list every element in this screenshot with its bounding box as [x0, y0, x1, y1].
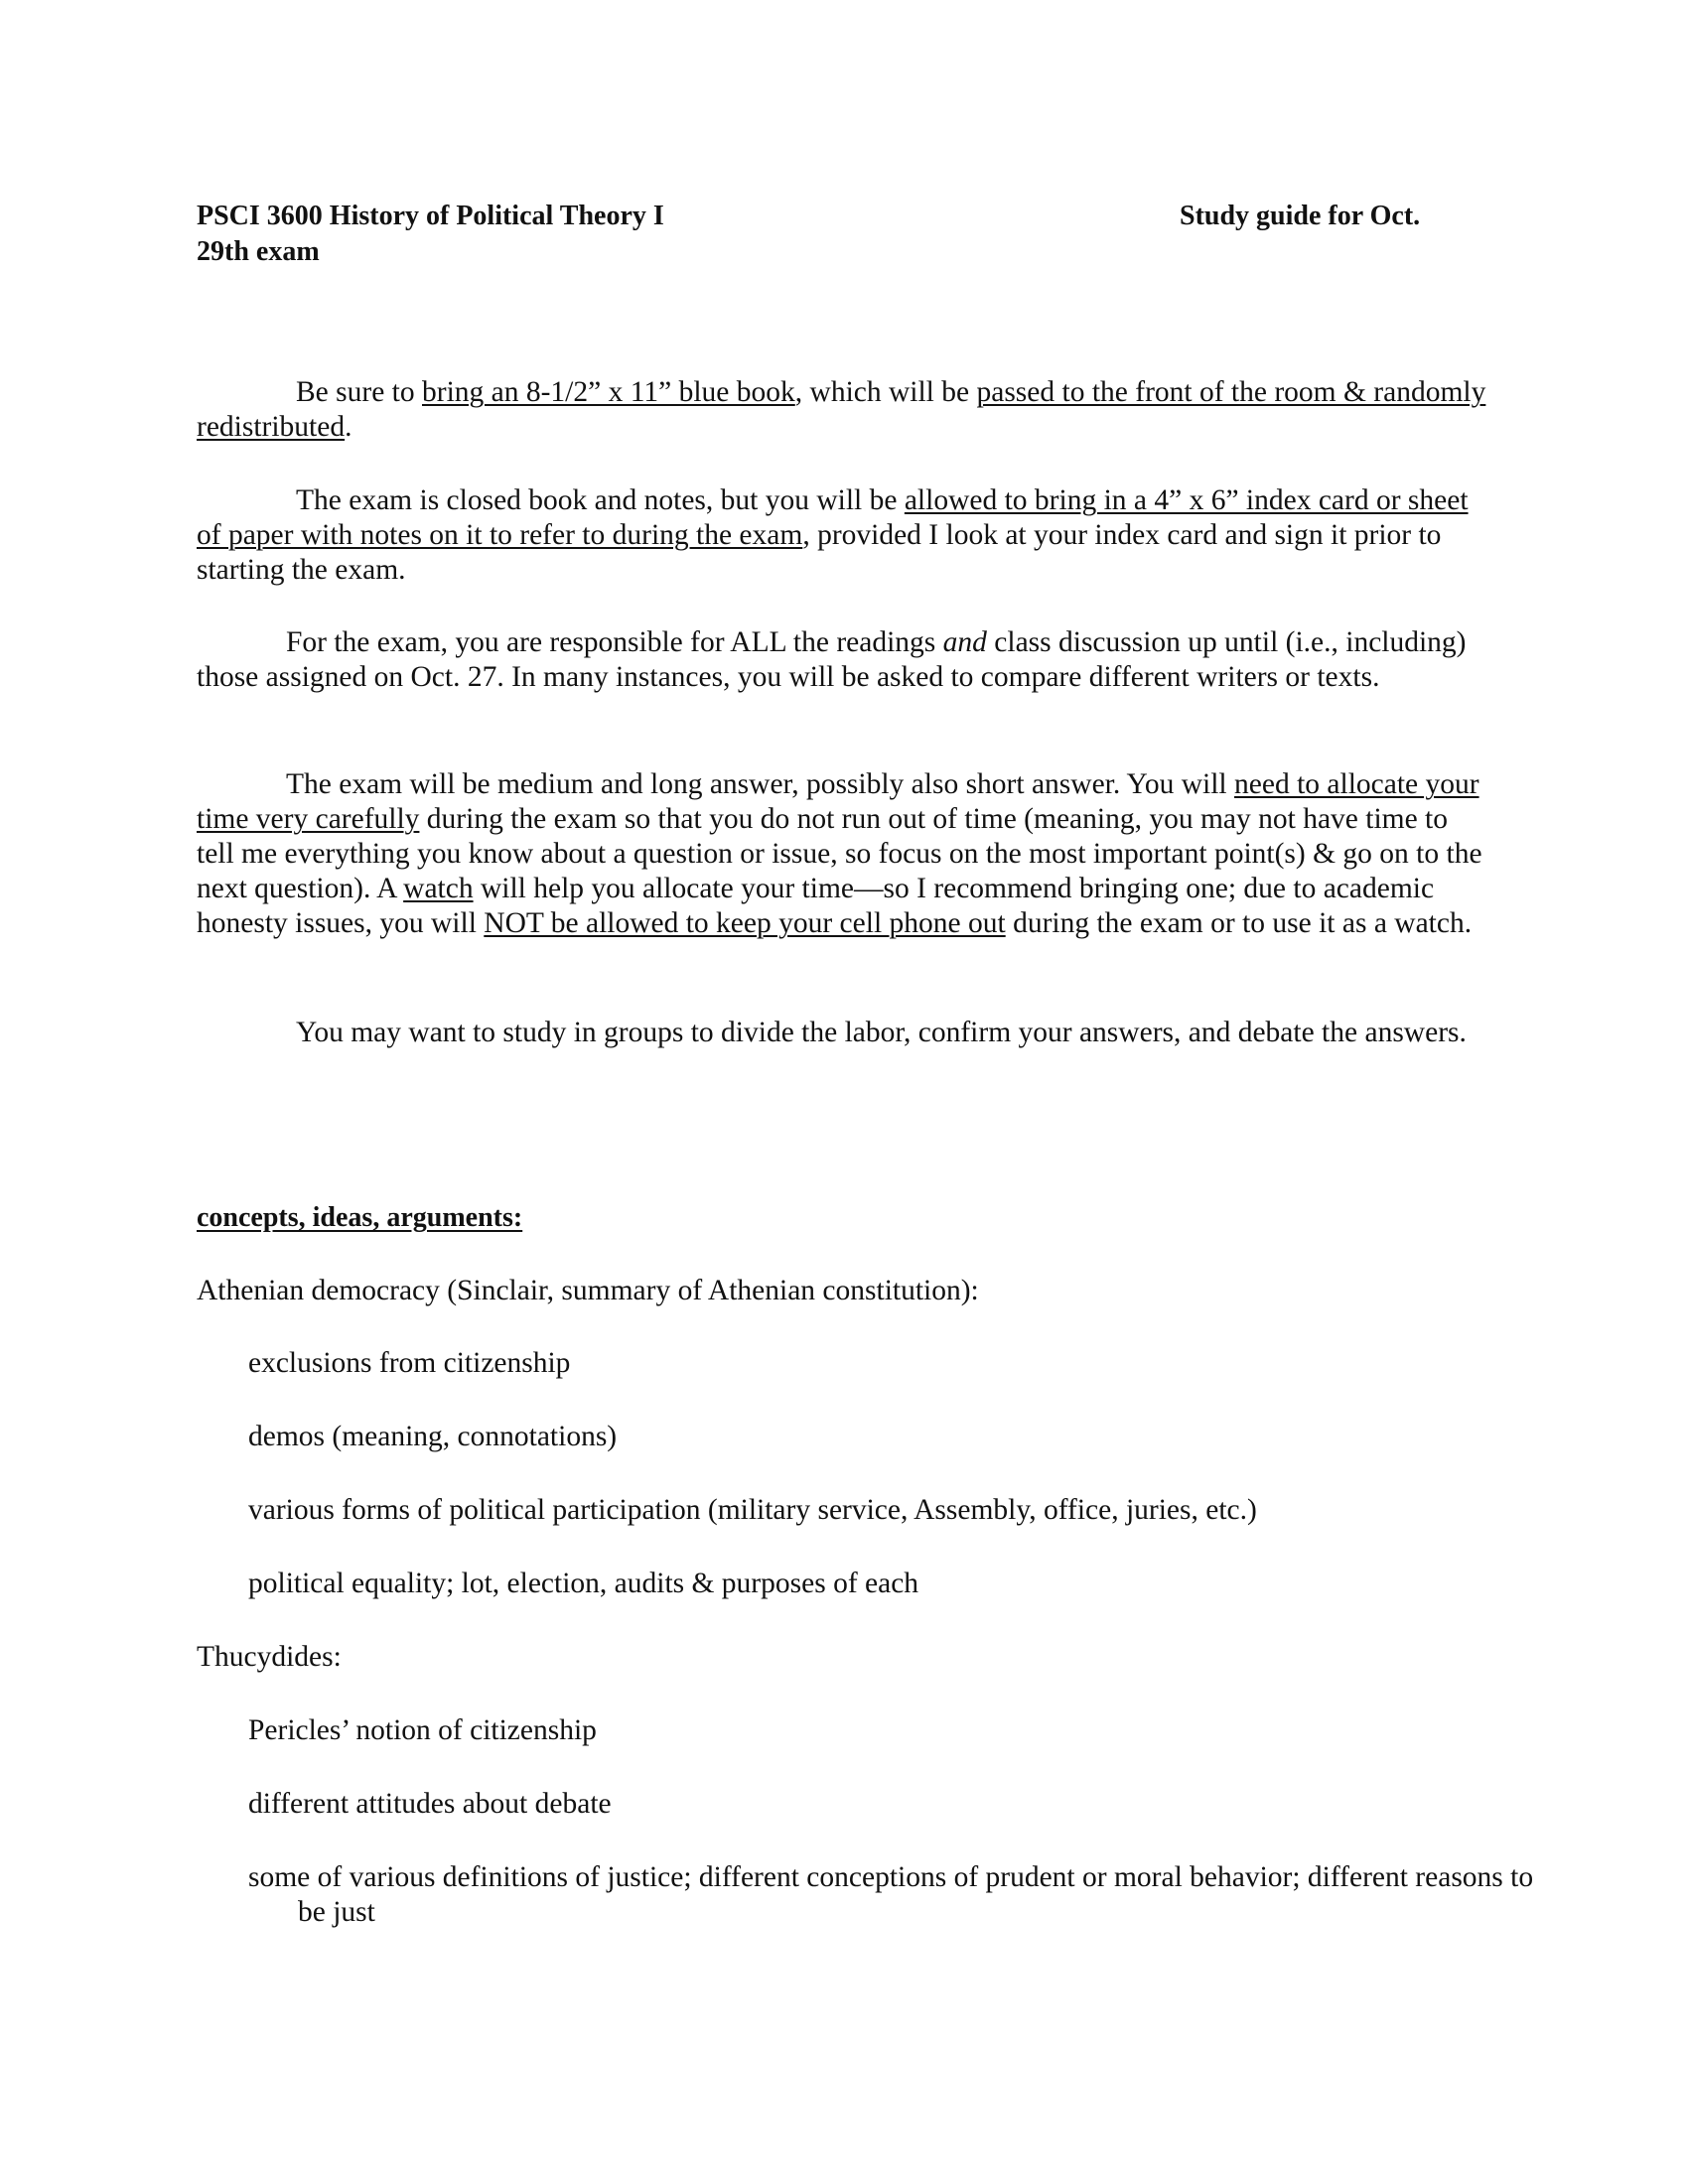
instruction-blue-book: Be sure to bring an 8-1/2” x 11” blue book, which will be passed to the front of the room & randomly redistributed. [197, 376, 1486, 443]
instruction-closed-book: The exam is closed book and notes, but you will be allowed to bring in a 4” x 6” index card or sheet of paper with notes on it to refer to during the exam, provided I look at your index card and sign it prior to starting the exam. [197, 484, 1469, 586]
section-heading: concepts, ideas, arguments: [197, 1202, 523, 1233]
guide-title-continued: 29th exam [197, 236, 320, 267]
allocate-time-emphasis: need to allocate your time very carefully [197, 768, 1479, 835]
list-item: various forms of political participation (military service, Assembly, office, juries, etc.) [248, 1494, 1257, 1526]
list-item: different attitudes about debate [248, 1788, 612, 1820]
instruction-study-groups: You may want to study in groups to divide the labor, confirm your answers, and debate the answers. [296, 1017, 1467, 1048]
list-item: Pericles’ notion of citizenship [248, 1714, 597, 1746]
list-item: exclusions from citizenship [248, 1347, 571, 1379]
instruction-exam-format: The exam will be medium and long answer, possibly also short answer. You will need to allocate your time very carefully during the exam so that you do not run out of time (meaning, you may not have time to tell me everything you know about a question or issue, so focus on the most important point(s) & go on to the next question). A watch will help you allocate your time—so I recommend bringing one; due to academic honesty issues, you will NOT be allowed to keep your cell phone out during the exam or to use it as a watch. [197, 768, 1482, 939]
blue-book-emphasis: bring an 8-1/2” x 11” blue book [422, 376, 795, 408]
instruction-responsibility: For the exam, you are responsible for ALL the readings and class discussion up until (i.e., including) those assigned on Oct. 27. In many instances, you will be asked to compare different writers or texts. [197, 626, 1467, 693]
guide-title: Study guide for Oct. [1180, 201, 1421, 231]
redistribution-emphasis: passed to the front of the room & randomly redistributed [197, 376, 1486, 443]
list-item: political equality; lot, election, audits & purposes of each [248, 1568, 919, 1599]
topic-athenian-democracy: Athenian democracy (Sinclair, summary of Athenian constitution): [197, 1275, 979, 1306]
index-card-emphasis: allowed to bring in a 4” x 6” index card or sheet of paper with notes on it to refer to during the exam [197, 484, 1469, 551]
course-title: PSCI 3600 History of Political Theory I [197, 201, 664, 231]
list-item: some of various definitions of justice; different conceptions of prudent or moral behavior; different reasons to be just [248, 1861, 1534, 1928]
watch-emphasis: watch [403, 873, 474, 904]
list-item: demos (meaning, connotations) [248, 1421, 618, 1452]
and-emphasis: and [942, 626, 987, 658]
cell-phone-emphasis: NOT be allowed to keep your cell phone out [484, 907, 1006, 939]
topic-thucydides: Thucydides: [197, 1641, 342, 1673]
